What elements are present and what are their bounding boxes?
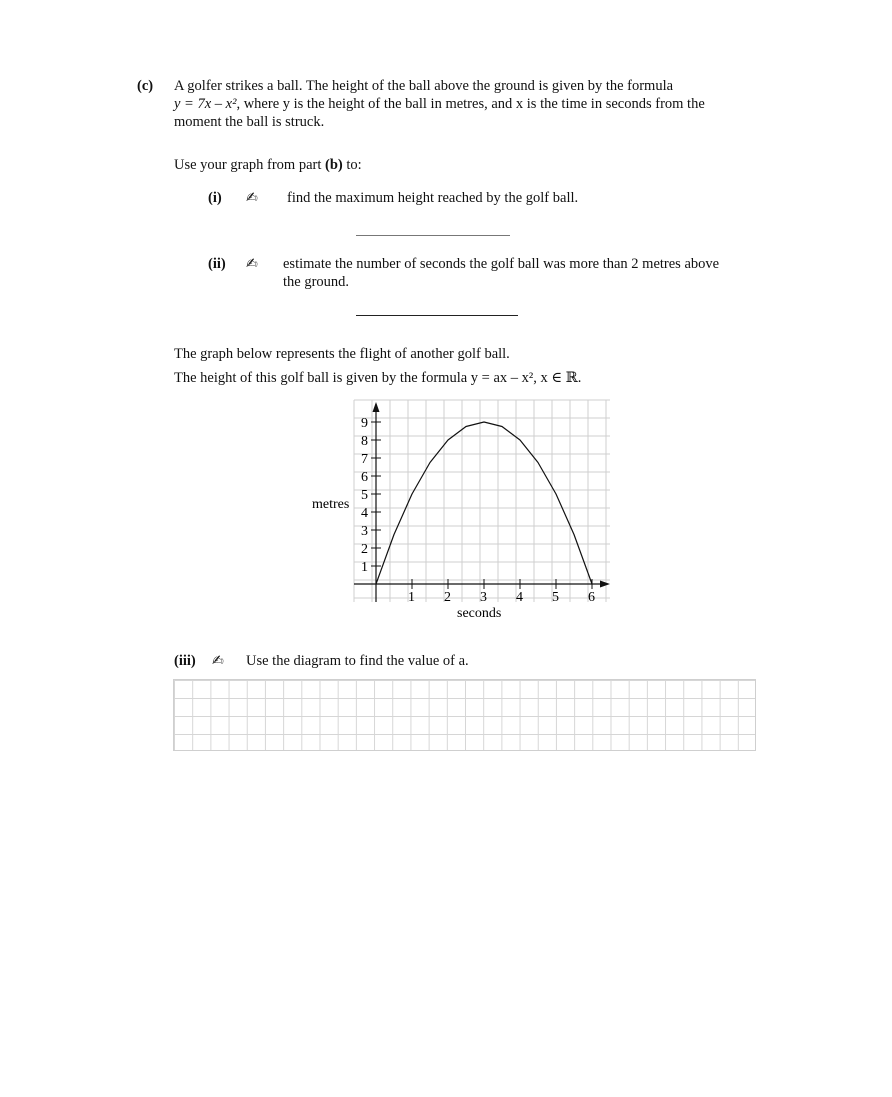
chart-ticks [361,416,595,605]
answer-line-i[interactable] [356,235,510,236]
x-tick-label: 5 [552,590,559,605]
use-graph-instruction [174,156,362,174]
intro-line-2 [174,95,774,113]
answer-grid[interactable] [173,679,756,751]
question-ii-text-line-1: estimate the number of seconds the golf ball was more than 2 metres above [283,256,720,272]
x-axis-arrow-icon [600,581,610,588]
x-tick-label: 2 [444,590,451,605]
chart-grid [354,400,610,602]
x-tick-label: 1 [408,590,415,605]
question-iii-text-span: Use the diagram to find the value of a. [246,653,469,669]
y-tick-label: 8 [361,434,368,449]
question-ii-text-line-2: the ground. [283,274,350,290]
y-tick-label: 3 [361,524,368,539]
graph-intro-line-2: The height of this golf ball is given by the formula y = ax – x², x ∈ ℝ. [174,370,582,386]
use-graph-suffix: to: [342,157,362,173]
y-tick-label: 1 [361,560,368,575]
y-tick-label: 7 [361,452,368,467]
intro-formula: y = 7x – x² [174,96,237,112]
problem-intro [174,77,774,131]
question-ii-label: (ii) [208,256,226,272]
x-tick-label: 4 [516,590,523,605]
use-graph-part-ref: (b) [325,157,343,173]
x-axis-label: seconds [457,606,502,621]
intro-line-3: moment the ball is struck. [174,114,325,130]
intro-line-1: A golfer strikes a ball. The height of the ball above the ground is given by the formula [174,78,674,94]
question-iii-text [246,652,469,670]
question-i-text: find the maximum height reached by the golf ball. [287,190,579,206]
y-tick-label: 5 [361,488,368,503]
part-label: (c) [137,78,154,94]
golf-ball-flight-chart [300,390,630,630]
y-axis-label: metres [312,497,350,512]
writing-hand-icon: ✍ [246,256,258,272]
x-tick-label: 3 [480,590,487,605]
writing-hand-icon: ✍ [212,653,224,669]
use-graph-prefix: Use your graph from part [174,157,325,173]
y-axis-arrow-icon [373,402,380,412]
question-i-label: (i) [208,190,222,206]
y-tick-label: 4 [361,506,368,521]
question-iii-label: (iii) [174,653,196,669]
graph-intro-line-1: The graph below represents the flight of another golf ball. [174,346,510,362]
answer-line-ii[interactable] [356,315,518,316]
writing-hand-icon: ✍ [246,190,258,206]
y-tick-label: 2 [361,542,368,557]
x-tick-label: 6 [588,590,595,605]
intro-line-2-rest: , where y is the height of the ball in metres, and x is the time in seconds from the [236,96,705,112]
y-tick-label: 6 [361,470,368,485]
chart-axes [354,402,610,602]
y-tick-label: 9 [361,416,368,431]
